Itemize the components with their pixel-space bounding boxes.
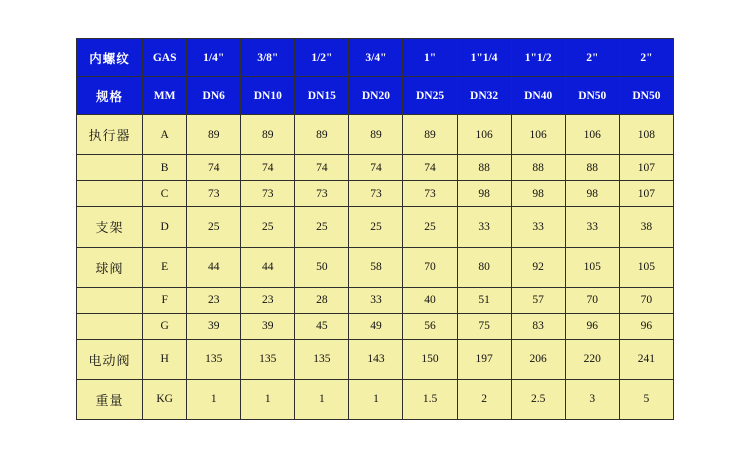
data-cell: 2.5 xyxy=(511,379,565,419)
data-cell: 1 xyxy=(295,379,349,419)
data-cell: 33 xyxy=(511,207,565,247)
data-cell: 23 xyxy=(187,287,241,313)
data-cell: 1.5 xyxy=(403,379,457,419)
data-cell: 135 xyxy=(295,339,349,379)
data-cell: 106 xyxy=(511,115,565,155)
data-cell: 40 xyxy=(403,287,457,313)
table-row xyxy=(77,115,674,155)
data-cell: 98 xyxy=(565,181,619,207)
data-cell: 51 xyxy=(457,287,511,313)
row-code: G xyxy=(143,313,187,339)
data-cell: 88 xyxy=(511,155,565,181)
header-cell: MM xyxy=(143,77,187,115)
data-cell: 241 xyxy=(619,339,673,379)
table-row xyxy=(77,181,674,207)
row-code: C xyxy=(143,181,187,207)
data-cell: 25 xyxy=(403,207,457,247)
data-cell: 58 xyxy=(349,247,403,287)
data-cell: 25 xyxy=(241,207,295,247)
data-cell: 33 xyxy=(349,287,403,313)
table-header-row xyxy=(77,77,674,115)
data-cell: 33 xyxy=(457,207,511,247)
data-cell: 49 xyxy=(349,313,403,339)
data-cell: 50 xyxy=(295,247,349,287)
data-cell: 73 xyxy=(403,181,457,207)
row-label: 电动阀 xyxy=(77,339,143,379)
data-cell: 105 xyxy=(619,247,673,287)
header-cell: DN25 xyxy=(403,77,457,115)
data-cell: 135 xyxy=(241,339,295,379)
header-cell: 3/8" xyxy=(241,39,295,77)
data-cell: 39 xyxy=(241,313,295,339)
header-cell: DN50 xyxy=(565,77,619,115)
table-row xyxy=(77,287,674,313)
row-label: 球阀 xyxy=(77,247,143,287)
header-cell: DN40 xyxy=(511,77,565,115)
header-cell: 1"1/2 xyxy=(511,39,565,77)
row-code: KG xyxy=(143,379,187,419)
row-code: D xyxy=(143,207,187,247)
header-cell: DN10 xyxy=(241,77,295,115)
data-cell: 107 xyxy=(619,181,673,207)
data-cell: 98 xyxy=(511,181,565,207)
row-label xyxy=(77,155,143,181)
data-cell: 106 xyxy=(457,115,511,155)
data-cell: 107 xyxy=(619,155,673,181)
table-row xyxy=(77,207,674,247)
data-cell: 73 xyxy=(241,181,295,207)
row-label: 执行器 xyxy=(77,115,143,155)
header-cell: 3/4" xyxy=(349,39,403,77)
table-header-row xyxy=(77,39,674,77)
data-cell: 143 xyxy=(349,339,403,379)
data-cell: 220 xyxy=(565,339,619,379)
data-cell: 23 xyxy=(241,287,295,313)
data-cell: 89 xyxy=(187,115,241,155)
data-cell: 73 xyxy=(349,181,403,207)
header-cell: 1/2" xyxy=(295,39,349,77)
row-label: 支架 xyxy=(77,207,143,247)
data-cell: 45 xyxy=(295,313,349,339)
data-cell: 89 xyxy=(241,115,295,155)
data-cell: 25 xyxy=(349,207,403,247)
data-cell: 33 xyxy=(565,207,619,247)
data-cell: 135 xyxy=(187,339,241,379)
data-cell: 83 xyxy=(511,313,565,339)
data-cell: 108 xyxy=(619,115,673,155)
specification-table-container xyxy=(76,38,674,420)
data-cell: 89 xyxy=(295,115,349,155)
header-cell: DN15 xyxy=(295,77,349,115)
table-row xyxy=(77,339,674,379)
row-label xyxy=(77,313,143,339)
row-label: 重量 xyxy=(77,379,143,419)
data-cell: 73 xyxy=(187,181,241,207)
data-cell: 1 xyxy=(187,379,241,419)
data-cell: 39 xyxy=(187,313,241,339)
row-code: E xyxy=(143,247,187,287)
data-cell: 89 xyxy=(403,115,457,155)
table-row xyxy=(77,313,674,339)
data-cell: 1 xyxy=(241,379,295,419)
data-cell: 25 xyxy=(295,207,349,247)
row-code: A xyxy=(143,115,187,155)
data-cell: 75 xyxy=(457,313,511,339)
data-cell: 80 xyxy=(457,247,511,287)
data-cell: 150 xyxy=(403,339,457,379)
data-cell: 88 xyxy=(457,155,511,181)
data-cell: 89 xyxy=(349,115,403,155)
row-label xyxy=(77,287,143,313)
data-cell: 44 xyxy=(187,247,241,287)
row-code: H xyxy=(143,339,187,379)
data-cell: 74 xyxy=(295,155,349,181)
table-row xyxy=(77,247,674,287)
table-row xyxy=(77,379,674,419)
header-cell: 1"1/4 xyxy=(457,39,511,77)
row-label xyxy=(77,181,143,207)
data-cell: 70 xyxy=(565,287,619,313)
specification-table xyxy=(76,38,674,420)
row-code: B xyxy=(143,155,187,181)
data-cell: 74 xyxy=(403,155,457,181)
header-cell: 内螺纹 xyxy=(77,39,143,77)
data-cell: 44 xyxy=(241,247,295,287)
data-cell: 96 xyxy=(619,313,673,339)
data-cell: 74 xyxy=(241,155,295,181)
data-cell: 38 xyxy=(619,207,673,247)
header-cell: DN32 xyxy=(457,77,511,115)
header-cell: 2" xyxy=(619,39,673,77)
data-cell: 98 xyxy=(457,181,511,207)
data-cell: 57 xyxy=(511,287,565,313)
data-cell: 105 xyxy=(565,247,619,287)
data-cell: 197 xyxy=(457,339,511,379)
header-cell: 2" xyxy=(565,39,619,77)
row-code: F xyxy=(143,287,187,313)
data-cell: 92 xyxy=(511,247,565,287)
header-cell: DN20 xyxy=(349,77,403,115)
header-cell: DN6 xyxy=(187,77,241,115)
header-cell: 1" xyxy=(403,39,457,77)
data-cell: 74 xyxy=(187,155,241,181)
data-cell: 74 xyxy=(349,155,403,181)
data-cell: 70 xyxy=(403,247,457,287)
data-cell: 70 xyxy=(619,287,673,313)
data-cell: 25 xyxy=(187,207,241,247)
data-cell: 1 xyxy=(349,379,403,419)
data-cell: 28 xyxy=(295,287,349,313)
data-cell: 73 xyxy=(295,181,349,207)
header-cell: 规格 xyxy=(77,77,143,115)
data-cell: 56 xyxy=(403,313,457,339)
data-cell: 5 xyxy=(619,379,673,419)
header-cell: GAS xyxy=(143,39,187,77)
data-cell: 96 xyxy=(565,313,619,339)
header-cell: DN50 xyxy=(619,77,673,115)
header-cell: 1/4" xyxy=(187,39,241,77)
data-cell: 206 xyxy=(511,339,565,379)
data-cell: 88 xyxy=(565,155,619,181)
data-cell: 106 xyxy=(565,115,619,155)
table-row xyxy=(77,155,674,181)
data-cell: 2 xyxy=(457,379,511,419)
data-cell: 3 xyxy=(565,379,619,419)
